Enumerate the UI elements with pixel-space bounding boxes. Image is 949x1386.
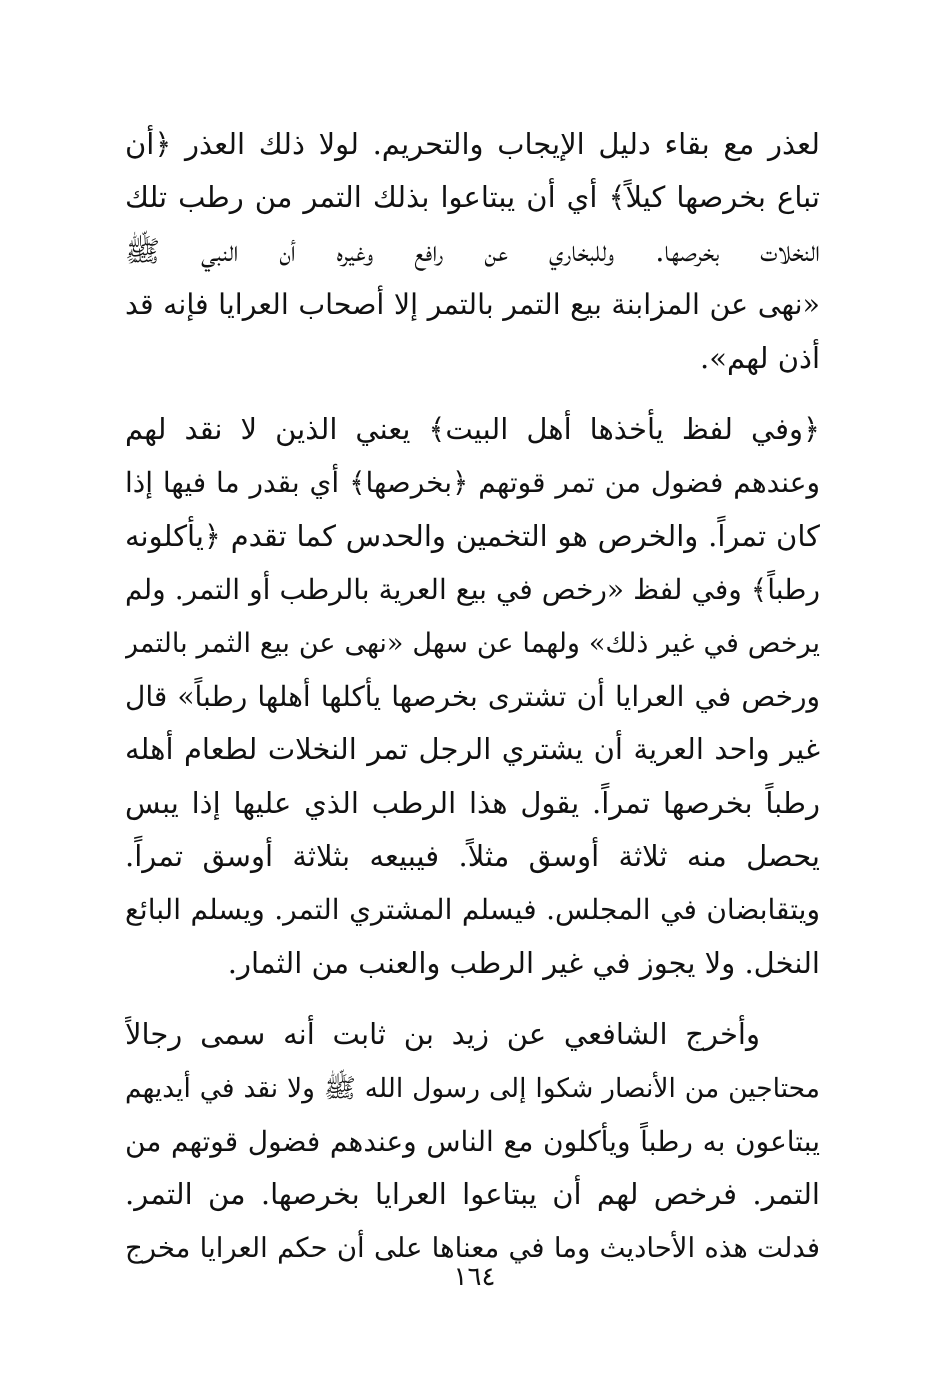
text-line: محتاجين من الأنصار شكوا إلى رسول الله ﷺ ولا نقد في أيديهم (125, 1072, 820, 1104)
text-line: ورخص في العرايا أن تشترى بخرصها يأكلها أهلها رطباً» قال (125, 679, 820, 713)
text-line: النخلات بخرصها. وللبخاري عن رافع وغيره أن النبي ﷺ (125, 233, 820, 268)
text-line: التمر. فرخص لهم أن يبتاعوا العرايا بخرصها. من التمر. (125, 1177, 820, 1212)
paragraph-2 (125, 403, 820, 990)
text-line: أذن لهم». (700, 340, 820, 375)
page-number: ١٦٤ (453, 1262, 496, 1292)
text-line: تباع بخرصها كيلاً﴾ أي أن يبتاعوا بذلك التمر من رطب تلك (125, 180, 820, 215)
text-line: «نهى عن المزابنة بيع التمر بالتمر إلا أصحاب العرايا فإنه قد (125, 288, 820, 322)
text-line: رطباً بخرصها تمراً. يقول هذا الرطب الذي عليها إذا يبس (125, 785, 820, 820)
text-line: وعندهم فضول من تمر قوتهم ﴿بخرصها﴾ أي بقدر ما فيها إذا (125, 466, 820, 500)
text-line: فدلت هذه الأحاديث وما في معناها على أن حكم العرايا مخرج (125, 1231, 820, 1264)
text-line: غير واحد العرية أن يشتري الرجل تمر النخلات لطعام أهله (125, 732, 820, 767)
paragraph-1 (125, 118, 820, 385)
text-line: يحصل منه ثلاثة أوسق مثلاً. فيبيعه بثلاثة أوسق تمراً. (125, 839, 820, 874)
text-line: يرخص في غير ذلك» ولهما عن سهل «نهى عن بيع الثمر بالتمر (125, 627, 820, 659)
text-line: وأخرج الشافعي عن زيد بن ثابت أنه سمى رجالاً (125, 1017, 760, 1052)
paragraph-3 (125, 1008, 820, 1275)
body-text (125, 118, 820, 1293)
text-line: رطباً﴾ وفي لفظ «رخص في بيع العرية بالرطب أو التمر. ولم (125, 573, 820, 607)
text-line: النخل. ولا يجوز في غير الرطب والعنب من الثمار. (227, 945, 820, 980)
text-line: لعذر مع بقاء دليل الإيجاب والتحريم. لولا ذلك العذر ﴿أن (125, 127, 820, 161)
text-line: ﴿وفي لفظ يأخذها أهل البيت﴾ يعني الذين لا نقد لهم (125, 411, 820, 446)
text-line: كان تمراً. والخرص هو التخمين والحدس كما تقدم ﴿يأكلونه (125, 518, 820, 553)
text-line: ويتقابضان في المجلس. فيسلم المشتري التمر. ويسلم البائع (125, 893, 820, 927)
text-line: يبتاعون به رطباً ويأكلون مع الناس وعندهم فضول قوتهم من (125, 1125, 820, 1159)
